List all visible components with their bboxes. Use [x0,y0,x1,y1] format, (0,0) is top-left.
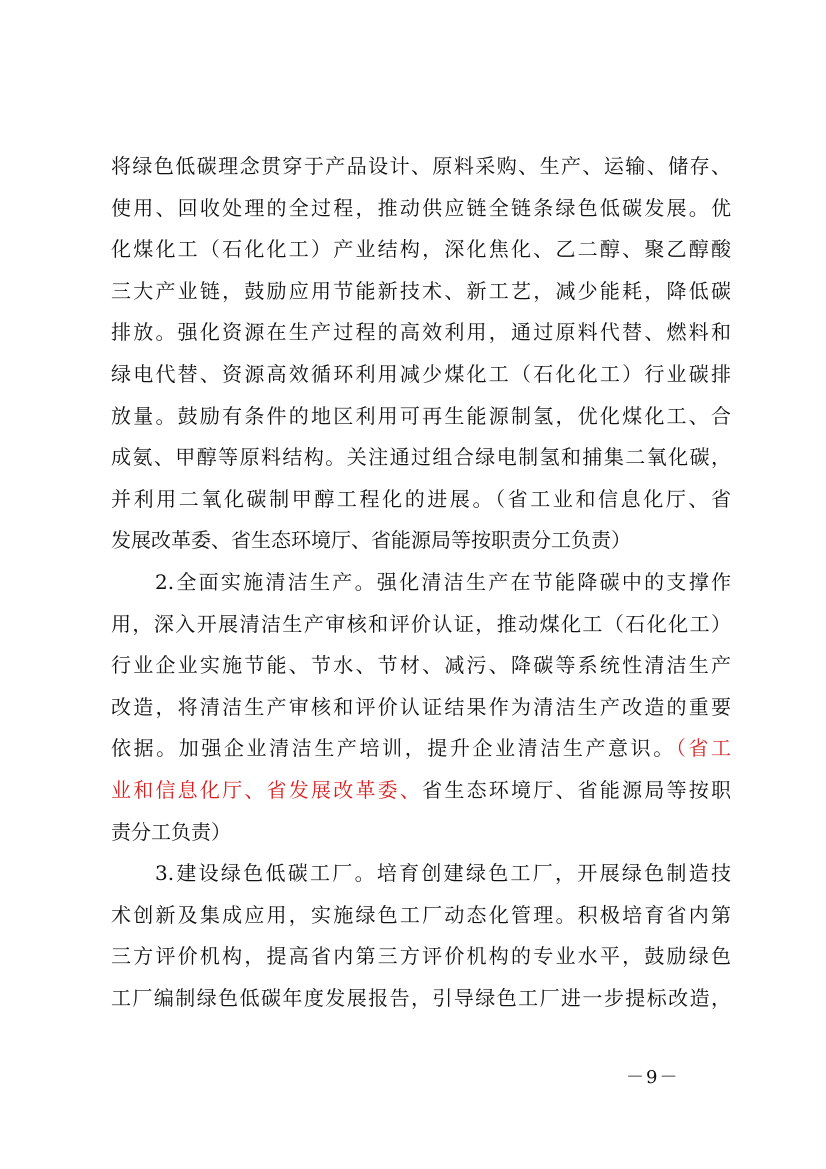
text-segment: 省生态环境厅、省能源局等按职 [422,777,732,802]
text-line: 三大产业链，鼓励应用节能新技术、新工艺，减少能耗，降低碳 [111,278,731,303]
text-line: 将绿色低碳理念贯穿于产品设计、原料采购、生产、运输、储存、 [111,154,731,178]
mixed-color-line [111,770,731,812]
text-line: 工厂编制绿色低碳年度发展报告，引导绿色工厂进一步提标改造， [111,985,731,1010]
text-line: 行业企业实施节能、节水、节材、减污、降碳等系统性清洁生产 [111,653,731,678]
text-line: 绿电代替、资源高效循环利用减少煤化工（石化化工）行业碳排 [111,361,731,386]
highlighted-text: 业和信息化厅、省发展改革委、 [111,777,423,802]
text-line: 放量。鼓励有条件的地区利用可再生能源制氢，优化煤化工、合 [111,403,731,428]
text-line: 并利用二氧化碳制甲醇工程化的进展。（省工业和信息化厅、省 [111,486,731,511]
text-line: 发展改革委、省生态环境厅、省能源局等按职责分工负责） [111,528,631,553]
text-line: 成氨、甲醇等原料结构。关注通过组合绿电制氢和捕集二氧化碳， [111,445,731,470]
page-number: －9－ [626,1067,680,1088]
text-segment: 依据。加强企业清洁生产培训，提升企业清洁生产意识。 [111,736,676,761]
highlighted-text: （省工 [675,736,732,761]
document-body [111,146,731,1019]
text-line: 改造，将清洁生产审核和评价认证结果作为清洁生产改造的重要 [111,694,731,719]
text-line: 用，深入开展清洁生产审核和评价认证，推动煤化工（石化化工） [111,611,731,636]
paragraph-2-first-line: 2.全面实施清洁生产。强化清洁生产在节能降碳中的支撑作 [155,569,731,594]
text-line: 使用、回收处理的全过程，推动供应链全链条绿色低碳发展。优 [111,195,731,220]
mixed-color-line [111,728,731,770]
text-line: 责分工负责） [111,819,231,844]
text-line: 化煤化工（石化化工）产业结构，深化焦化、乙二醇、聚乙醇酸 [111,237,731,262]
text-line: 排放。强化资源在生产过程的高效利用，通过原料代替、燃料和 [111,320,731,345]
text-line: 三方评价机构，提高省内第三方评价机构的专业水平，鼓励绿色 [111,944,731,969]
text-line: 术创新及集成应用，实施绿色工厂动态化管理。积极培育省内第 [111,902,731,927]
paragraph-3-first-line: 3.建设绿色低碳工厂。培育创建绿色工厂，开展绿色制造技 [155,861,731,886]
